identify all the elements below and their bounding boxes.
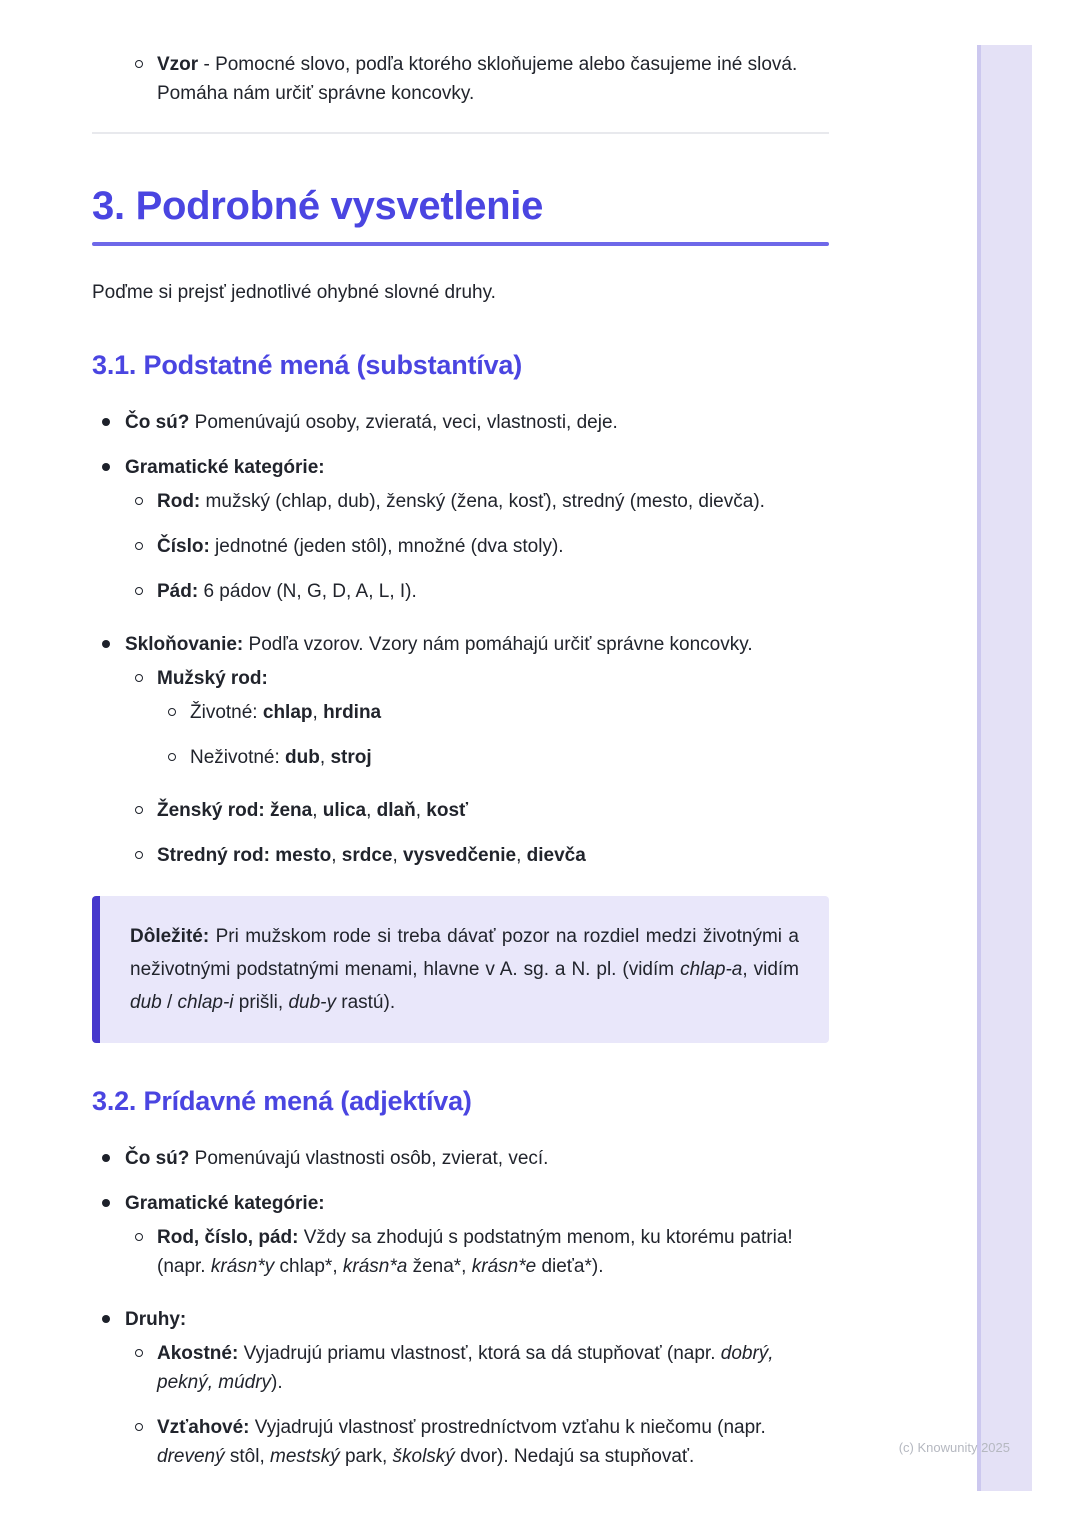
lead-paragraph: Poďme si prejsť jednotlivé ohybné slovné druhy. bbox=[92, 282, 496, 303]
document-page bbox=[92, 48, 829, 1471]
list-item-zensky-rod bbox=[92, 796, 829, 825]
list-item-gramaticke-kategorie-adj bbox=[92, 1189, 829, 1218]
list-item-text: Akostné: Vyjadrujú priamu vlastnosť, ktorá sa dá stupňovať (napr. dobrý, pekný, múdry). bbox=[157, 1343, 774, 1393]
circle-bullet-icon bbox=[168, 753, 176, 761]
circle-bullet-icon bbox=[168, 708, 176, 716]
list-item-text: Pád: 6 pádov (N, G, D, A, L, I). bbox=[157, 581, 417, 602]
list-item-akostne bbox=[92, 1339, 829, 1397]
circle-bullet-icon bbox=[135, 851, 143, 859]
list-item-pad bbox=[92, 577, 829, 606]
bullet-icon bbox=[102, 1154, 110, 1162]
important-callout bbox=[92, 896, 829, 1043]
circle-bullet-icon bbox=[135, 1233, 143, 1241]
list-item-stredny-rod bbox=[92, 841, 829, 870]
circle-bullet-icon bbox=[135, 497, 143, 505]
list-item-text: Rod, číslo, pád: Vždy sa zhodujú s podstatným menom, ku ktorému patria! (napr. krásn*y chlap*, krásn*a žena*, krásn*e dieťa*). bbox=[157, 1227, 793, 1277]
circle-bullet-icon bbox=[135, 1349, 143, 1357]
list-item-text: Vzťahové: Vyjadrujú vlastnosť prostredníctvom vzťahu k niečomu (napr. drevený stôl, mestský park, školský dvor). Nedajú sa stupňovať. bbox=[157, 1417, 766, 1467]
circle-bullet-icon bbox=[135, 60, 143, 68]
list-item-sklonovanie bbox=[92, 630, 829, 659]
list-item-text: Gramatické kategórie: bbox=[125, 1193, 325, 1214]
list-item-text: Čo sú? Pomenúvajú osoby, zvieratá, veci, vlastnosti, deje. bbox=[125, 412, 618, 433]
list-item-cislo bbox=[92, 532, 829, 561]
list-item-co-su-adj bbox=[92, 1144, 829, 1173]
circle-bullet-icon bbox=[135, 587, 143, 595]
list-item-text: Mužský rod: bbox=[157, 668, 268, 689]
list-item-text: Vzor - Pomocné slovo, podľa ktorého skloňujeme alebo časujeme iné slová. Pomáha nám určiť správne koncovky. bbox=[157, 54, 798, 104]
section-divider bbox=[92, 132, 829, 134]
list-item-muzsky-rod bbox=[92, 664, 829, 693]
list-item-text: Skloňovanie: Podľa vzorov. Vzory nám pomáhajú určiť správne koncovky. bbox=[125, 634, 753, 655]
bullet-icon bbox=[102, 640, 110, 648]
section-title-3-1: 3.1. Podstatné mená (substantíva) bbox=[92, 350, 523, 380]
list-item-text: Rod: mužský (chlap, dub), ženský (žena, kosť), stredný (mesto, dievča). bbox=[157, 491, 765, 512]
circle-bullet-icon bbox=[135, 542, 143, 550]
list-item-rod-cislo-pad bbox=[92, 1223, 829, 1281]
list-item-co-su bbox=[92, 408, 829, 437]
list-item-zivotne bbox=[92, 698, 829, 727]
list-item-vzor bbox=[92, 50, 829, 108]
list-item-text: Stredný rod: mesto, srdce, vysvedčenie, dievča bbox=[157, 845, 586, 866]
list-item-text: Neživotné: dub, stroj bbox=[190, 747, 372, 768]
list-item-text: Ženský rod: žena, ulica, dlaň, kosť bbox=[157, 800, 469, 821]
list-item-vztahove bbox=[92, 1413, 829, 1471]
circle-bullet-icon bbox=[135, 1423, 143, 1431]
callout-text: Dôležité: Pri mužskom rode si treba dávať pozor na rozdiel medzi životnými a neživotnými podstatnými menami, hlavne v A. sg. a N. pl. (vidím chlap-a, vidím dub / chlap-i prišli, dub-y rastú). bbox=[130, 926, 800, 1013]
list-item-druhy bbox=[92, 1305, 829, 1334]
bullet-icon bbox=[102, 1199, 110, 1207]
list-item-gramaticke-kategorie bbox=[92, 453, 829, 482]
list-item-text: Čo sú? Pomenúvajú vlastnosti osôb, zvierat, vecí. bbox=[125, 1148, 549, 1169]
page-title: 3. Podrobné vysvetlenie bbox=[92, 184, 544, 228]
page-edge-strip bbox=[977, 45, 1032, 1491]
list-item-rod bbox=[92, 487, 829, 516]
list-item-text: Gramatické kategórie: bbox=[125, 457, 325, 478]
watermark: (c) Knowunity 2025 bbox=[898, 1440, 1010, 1455]
circle-bullet-icon bbox=[135, 806, 143, 814]
list-item-text: Druhy: bbox=[125, 1309, 187, 1330]
bullet-icon bbox=[102, 1315, 110, 1323]
bullet-icon bbox=[102, 418, 110, 426]
heading-underline bbox=[92, 242, 829, 246]
list-item-text: Životné: chlap, hrdina bbox=[190, 702, 382, 723]
bullet-icon bbox=[102, 463, 110, 471]
list-item-text: Číslo: jednotné (jeden stôl), množné (dva stoly). bbox=[157, 536, 564, 557]
circle-bullet-icon bbox=[135, 674, 143, 682]
list-item-nezivotne bbox=[92, 743, 829, 772]
section-title-3-2: 3.2. Prídavné mená (adjektíva) bbox=[92, 1086, 472, 1116]
